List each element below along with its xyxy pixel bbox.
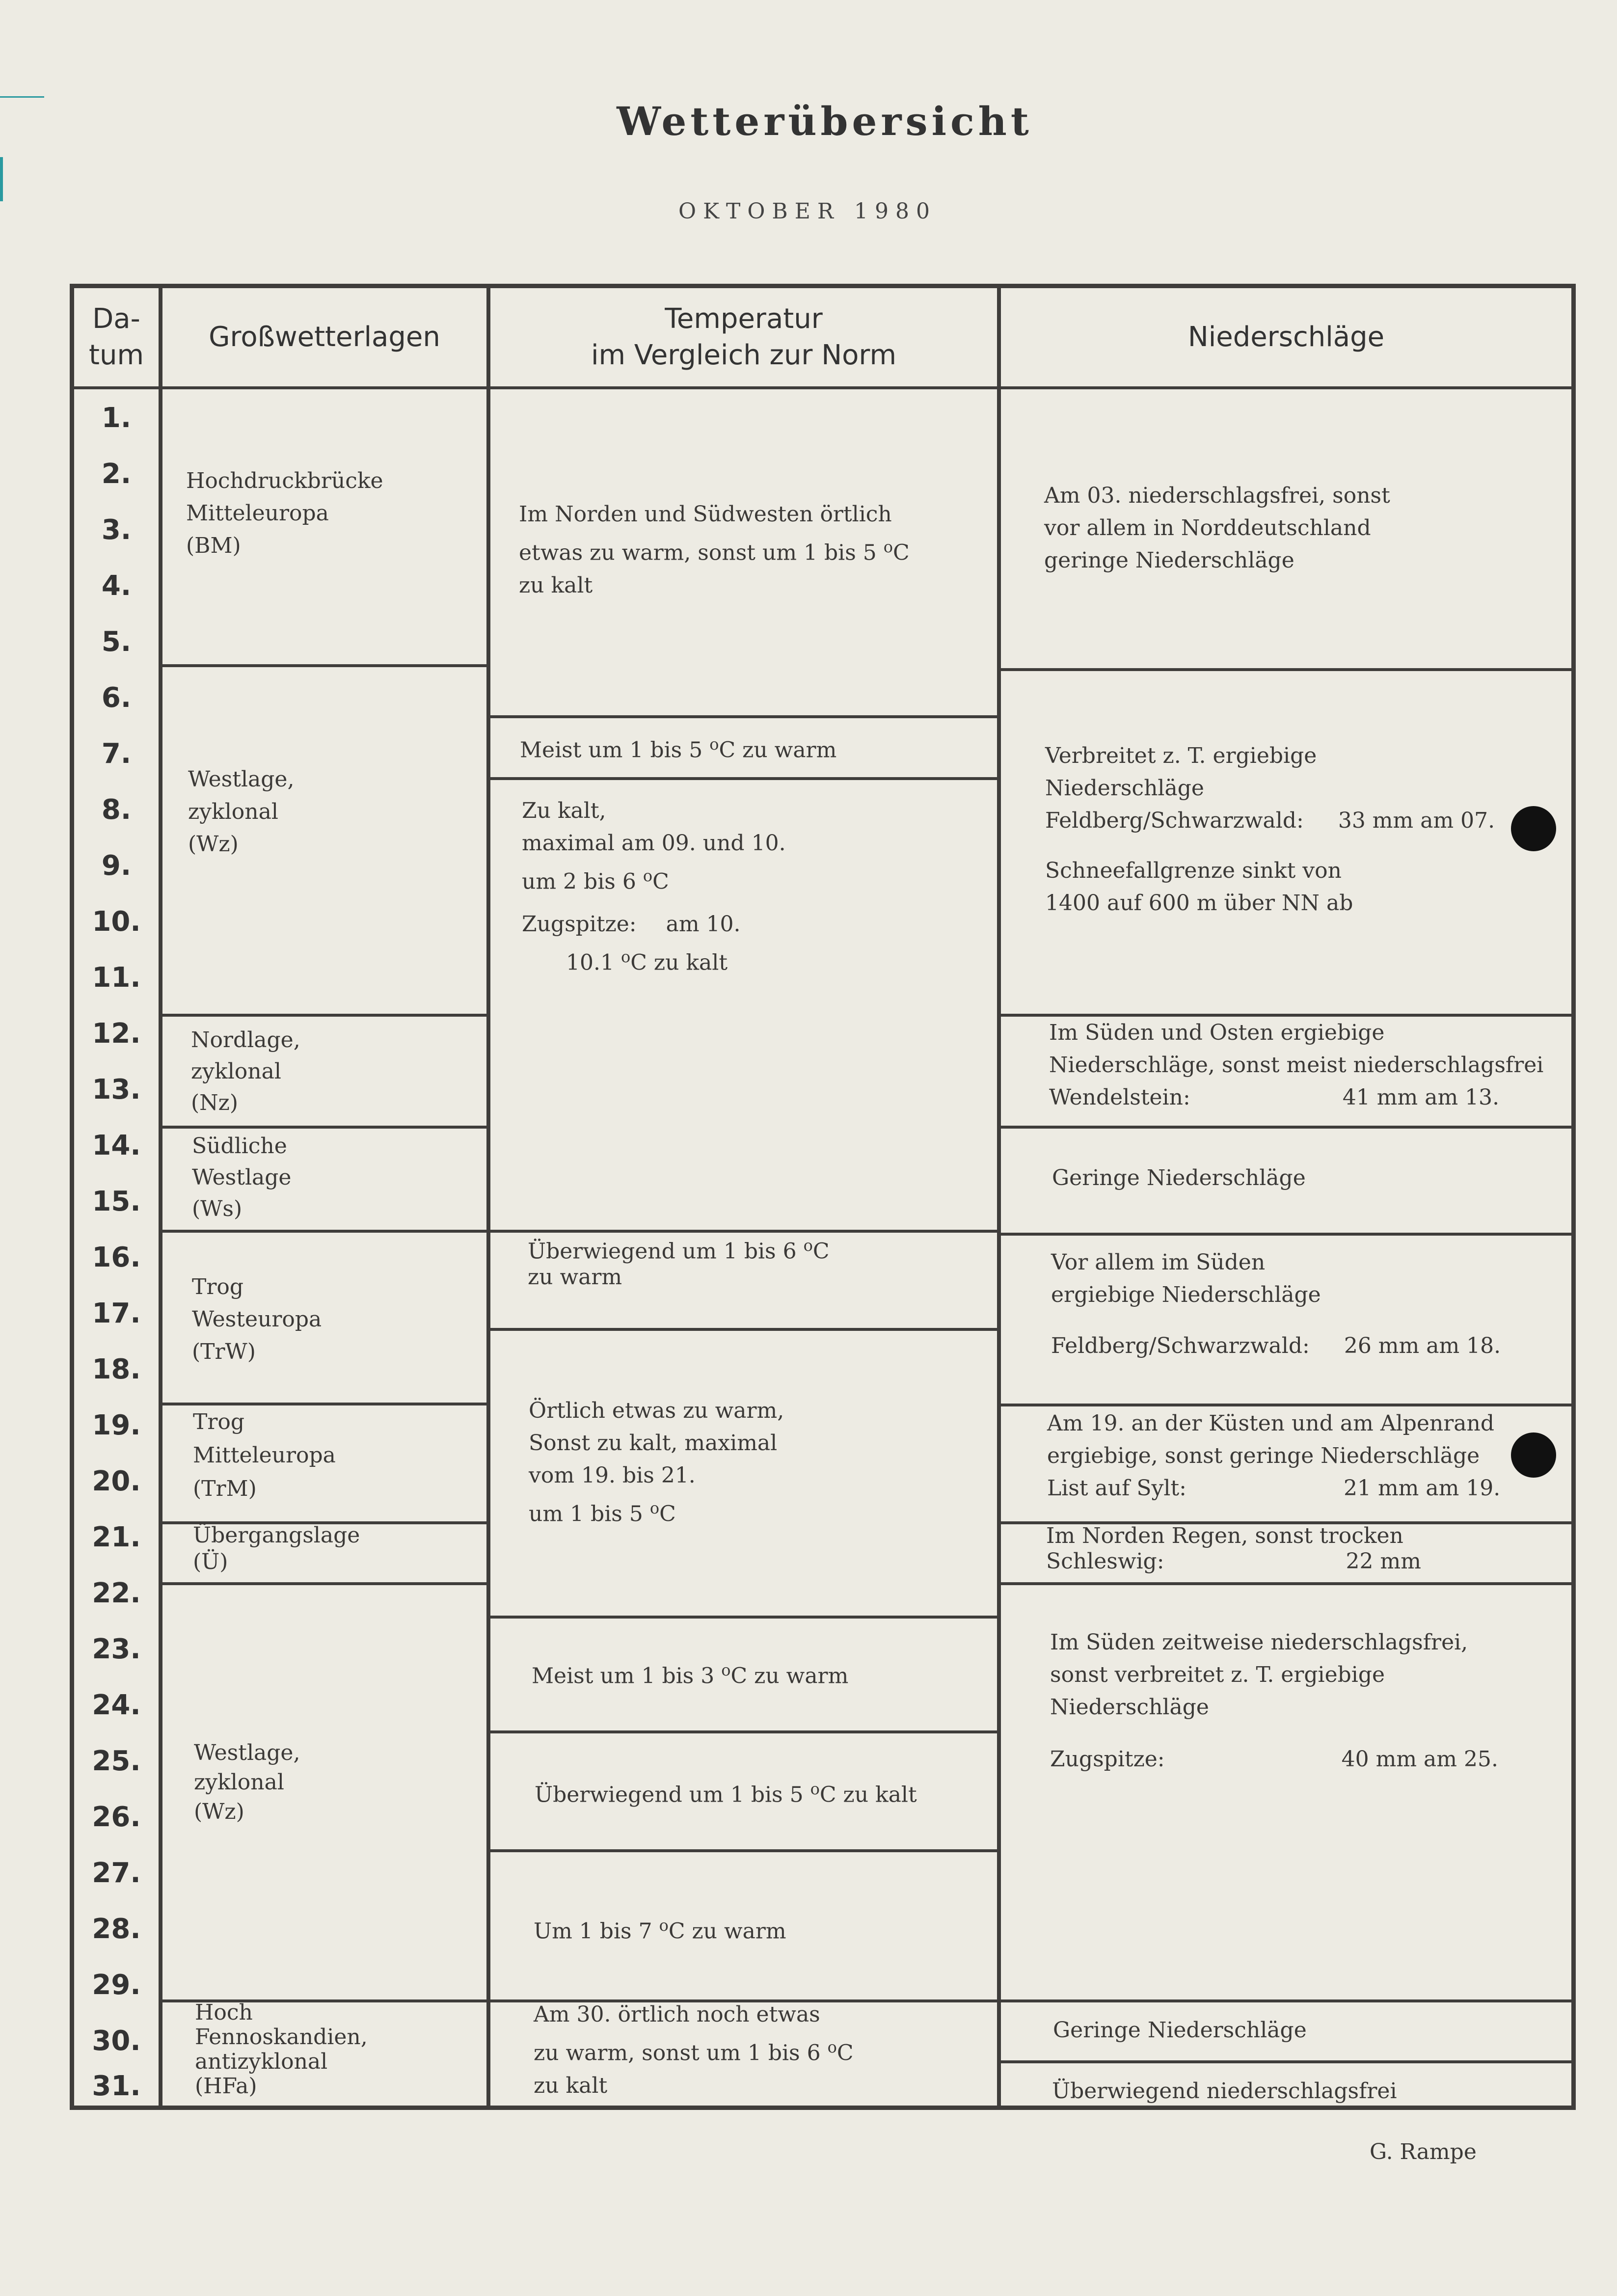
lagen-rule [162, 1230, 486, 1233]
day-number: 13. [92, 1074, 141, 1106]
day-number: 28. [92, 1913, 141, 1945]
day-number: 19. [92, 1409, 141, 1441]
temp-rule [490, 715, 997, 718]
day-number: 11. [92, 962, 141, 994]
lage-cell: Hoch Fennoskandien, antizyklonal (HFa) [195, 2000, 368, 2099]
page-title: Wetterübersicht [617, 98, 1033, 144]
col-divider-1 [159, 288, 162, 2106]
nieder-rule [1001, 1999, 1571, 2002]
day-number: 18. [92, 1353, 141, 1385]
temp-rule [490, 777, 997, 780]
lage-cell: Hochdruckbrücke Mitteleuropa (BM) [186, 468, 383, 558]
nieder-cell: Im Süden zeitweise niederschlagsfrei, sonst verbreitet z. T. ergiebige Niederschläge Zugspitze: 40 mm am 25. [1050, 1630, 1498, 1772]
temp-rule [490, 1730, 997, 1733]
nieder-cell: Am 03. niederschlagsfrei, sonst vor allem in Norddeutschland geringe Niederschläge [1044, 483, 1390, 573]
day-number: 20. [92, 1465, 141, 1497]
day-number: 10. [92, 906, 141, 938]
temp-cell: Am 30. örtlich noch etwas zu warm, sonst um 1 bis 6 $^o$C zu kalt [534, 2002, 854, 2098]
day-number: 21. [92, 1521, 141, 1553]
lage-cell: Westlage, zyklonal (Wz) [194, 1740, 300, 1824]
signature: G. Rampe [1370, 2139, 1477, 2164]
temp-cell: Örtlich etwas zu warm, Sonst zu kalt, maximal vom 19. bis 21. um 1 bis 5 $^o$C [529, 1398, 784, 1527]
lagen-rule [162, 1126, 486, 1129]
header-datum: Da- tum [89, 303, 144, 371]
nieder-cell: Am 19. an der Küsten und am Alpenrand ergiebige, sonst geringe Niederschläge List auf Sylt: 21 mm am 19. [1047, 1411, 1501, 1501]
day-number: 29. [92, 1969, 141, 2001]
day-number: 25. [92, 1745, 141, 1777]
day-number: 4. [101, 570, 132, 602]
day-number: 2. [101, 458, 132, 490]
col-divider-3 [997, 288, 1001, 2106]
edge-mark-top [0, 96, 44, 98]
day-number: 23. [92, 1633, 141, 1665]
temp-rule [490, 1849, 997, 1852]
nieder-rule [1001, 1582, 1571, 1585]
day-number: 16. [92, 1242, 141, 1273]
lage-cell: Trog Mitteleuropa (TrM) [193, 1409, 336, 1501]
nieder-cell: Geringe Niederschläge [1053, 2018, 1307, 2043]
header-lagen: Großwetterlagen [209, 321, 440, 353]
day-number: 12. [92, 1018, 141, 1050]
day-number: 1. [101, 402, 132, 434]
nieder-rule [1001, 1404, 1571, 1406]
nieder-rule [1001, 668, 1571, 671]
day-number: 27. [92, 1857, 141, 1889]
day-number: 14. [92, 1130, 141, 1162]
nieder-rule [1001, 1233, 1571, 1236]
header-niederschlag: Niederschläge [1187, 321, 1385, 353]
lagen-rule [162, 1014, 486, 1017]
temp-cell: Um 1 bis 7 $^o$C zu warm [534, 1916, 786, 1944]
nieder-cell: Im Süden und Osten ergiebige Niederschläge, sonst meist niederschlagsfrei Wendelstein: 41 mm am 13. [1049, 1020, 1544, 1110]
page-subtitle: OKTOBER 1980 [678, 199, 937, 224]
temp-cell: Überwiegend um 1 bis 5 $^o$C zu kalt [535, 1780, 917, 1808]
temp-rule [490, 1616, 997, 1619]
day-number: 30. [92, 2025, 141, 2057]
nieder-cell: Vor allem im Süden ergiebige Niederschläge Feldberg/Schwarzwald: 26 mm am 18. [1051, 1250, 1501, 1358]
day-number: 24. [92, 1689, 141, 1721]
temp-cell: Überwiegend um 1 bis 6 $^o$C zu warm [528, 1236, 830, 1290]
temp-cell: Im Norden und Südwesten örtlich etwas zu warm, sonst um 1 bis 5 $^o$C zu kalt [519, 502, 910, 598]
nieder-cell: Im Norden Regen, sonst trocken Schleswig: 22 mm [1046, 1523, 1421, 1574]
edge-mark-side [0, 157, 3, 201]
lage-cell: Übergangslage (Ü) [193, 1523, 360, 1574]
col-divider-2 [486, 288, 490, 2106]
day-number: 5. [101, 626, 132, 658]
day-number: 7. [101, 738, 132, 770]
day-number: 17. [92, 1297, 141, 1329]
day-number: 15. [92, 1186, 141, 1217]
nieder-cell: Verbreitet z. T. ergiebige Niederschläge Feldberg/Schwarzwald: 33 mm am 07. Schneefallgrenze sinkt von 1400 auf 600 m über NN ab [1045, 743, 1495, 916]
day-number: 26. [92, 1801, 141, 1833]
day-number: 9. [101, 850, 132, 882]
day-number: 22. [92, 1577, 141, 1609]
nieder-cell: Geringe Niederschläge [1052, 1165, 1306, 1190]
day-number: 8. [101, 794, 132, 826]
nieder-rule [1001, 2060, 1571, 2063]
temp-cell: Zu kalt, maximal am 09. und 10. um 2 bis 6 $^o$C Zugspitze: am 10. 10.1 $^o$C zu kalt [522, 798, 786, 975]
lagen-rule [162, 664, 486, 667]
day-number: 3. [101, 514, 132, 546]
temp-cell: Meist um 1 bis 3 $^o$C zu warm [532, 1661, 849, 1689]
temp-cell: Meist um 1 bis 5 $^o$C zu warm [520, 735, 837, 763]
lage-cell: Westlage, zyklonal (Wz) [188, 767, 295, 857]
header-temperatur: Temperatur im Vergleich zur Norm [591, 303, 896, 371]
day-number: 6. [101, 682, 132, 714]
punch-hole-dot [1511, 806, 1556, 851]
lage-cell: Nordlage, zyklonal (Nz) [191, 1027, 300, 1115]
lagen-rule [162, 1582, 486, 1585]
nieder-rule [1001, 1126, 1571, 1129]
lage-cell: Südliche Westlage (Ws) [192, 1134, 292, 1221]
nieder-cell: Überwiegend niederschlagsfrei [1052, 2079, 1397, 2104]
header-rule [74, 386, 1571, 389]
temp-rule [490, 1328, 997, 1331]
punch-hole-dot [1511, 1432, 1556, 1478]
weather-table [70, 284, 1576, 2110]
day-number: 31. [92, 2070, 141, 2102]
lage-cell: Trog Westeuropa (TrW) [192, 1274, 322, 1364]
